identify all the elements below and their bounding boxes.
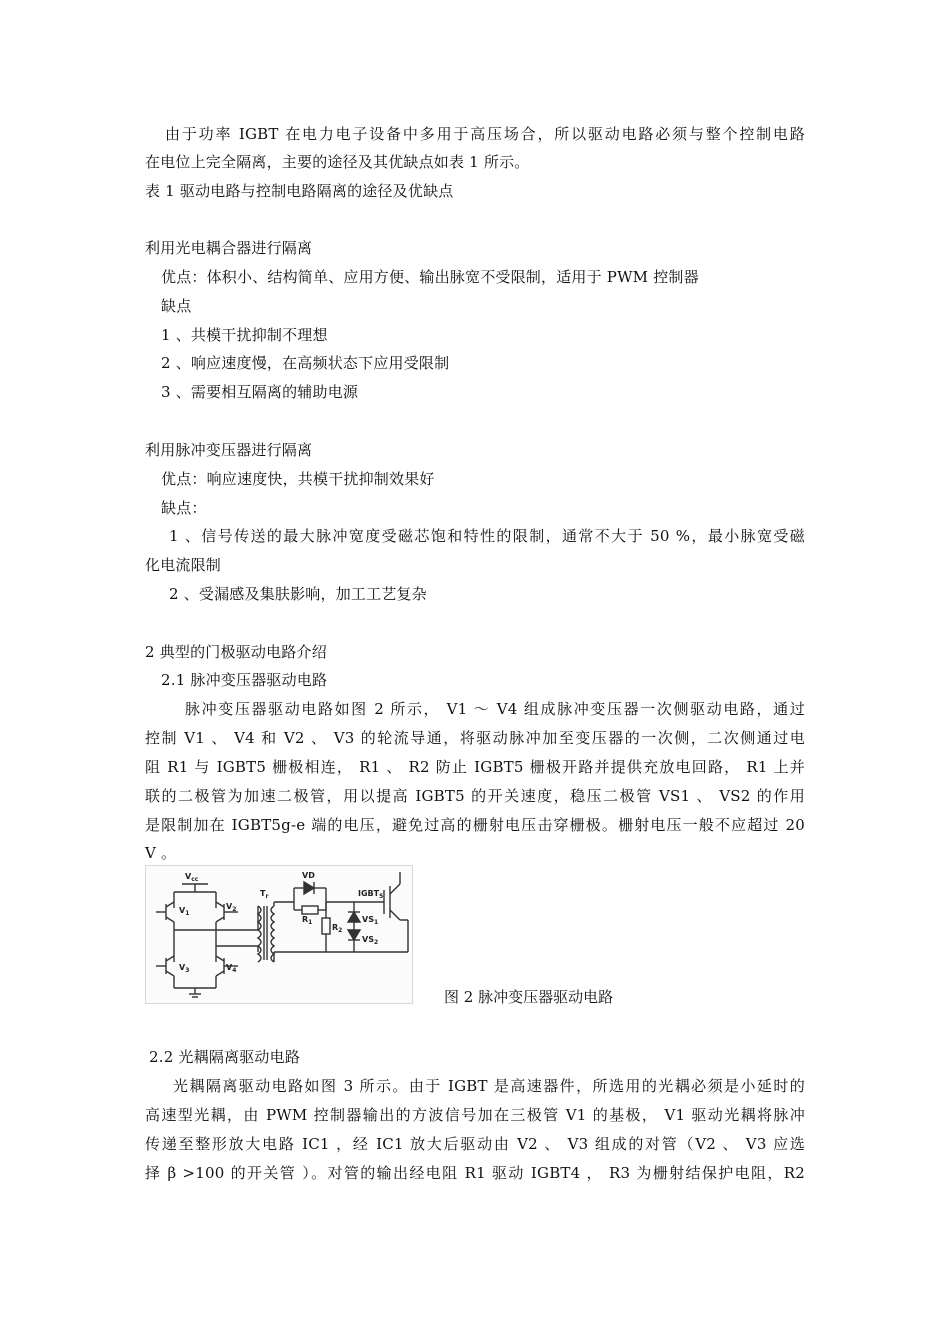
optocoupler-pros: 优点：体积小、结构简单、应用方便、输出脉宽不受限制，适用于 PWM 控制器 xyxy=(161,268,699,286)
label-v2: $V_2$ xyxy=(226,902,237,913)
optocoupler-con-1: 1 、共模干扰抑制不理想 xyxy=(161,326,328,344)
paragraph-2-1-line: 联的二极管为加速二极管，用以提高 IGBT5 的开关速度，稳压二极管 VS1 、 VS2 的作用 xyxy=(145,787,805,805)
section-2-1-title: 2.1 脉冲变压器驱动电路 xyxy=(161,671,328,689)
optocoupler-cons-label: 缺点 xyxy=(161,297,192,315)
label-vd: VD xyxy=(302,871,315,880)
transformer-con-2: 2 、受漏感及集肤影响，加工工艺复杂 xyxy=(169,585,427,603)
label-v4: $V_4$ xyxy=(226,963,237,974)
paragraph-2-2-line: 高速型光耦，由 PWM 控制器输出的方波信号加在三极管 V1 的基极， V1 驱动光耦将脉冲 xyxy=(145,1106,805,1124)
optocoupler-title: 利用光电耦合器进行隔离 xyxy=(145,239,313,257)
figure-2-caption: 图 2 脉冲变压器驱动电路 xyxy=(444,988,614,1006)
optocoupler-con-2: 2 、响应速度慢，在高频状态下应用受限制 xyxy=(161,354,450,372)
label-r1: $R_1$ xyxy=(302,915,313,926)
paragraph-2-1-line: 是限制加在 IGBT5g-e 端的电压，避免过高的栅射电压击穿栅极。栅射电压一般不应超过 20 xyxy=(145,816,805,834)
table-caption: 表 1 驱动电路与控制电路隔离的途径及优缺点 xyxy=(145,182,454,200)
paragraph-2-1-line: 控制 V1 、 V4 和 V2 、 V3 的轮流导通，将驱动脉冲加至变压器的一次侧，二次侧通过电 xyxy=(145,729,805,747)
transformer-pros: 优点：响应速度快，共模干扰抑制效果好 xyxy=(161,470,435,488)
label-v1: $V_1$ xyxy=(179,906,190,917)
label-vcc: $V_{cc}$ xyxy=(185,872,199,883)
optocoupler-con-3: 3 、需要相互隔离的辅助电源 xyxy=(161,383,359,401)
section-2-2-title: 2.2 光耦隔离驱动电路 xyxy=(149,1048,301,1066)
paragraph-2-2-line: 传递至整形放大电路 IC1 ，经 IC1 放大后驱动由 V2 、 V3 组成的对管（V2 、 V3 应选 xyxy=(145,1135,805,1153)
pulse-transformer-circuit-diagram xyxy=(146,866,412,1003)
intro-line-2: 在电位上完全隔离，主要的途径及其优缺点如表 1 所示。 xyxy=(145,153,530,171)
label-r2: $R_2$ xyxy=(332,923,343,934)
paragraph-2-1-line: 脉冲变压器驱动电路如图 2 所示， V1 ～ V4 组成脉冲变压器一次侧驱动电路，通过 xyxy=(185,700,805,718)
label-v3: $V_3$ xyxy=(179,963,190,974)
intro-line-1: 由于功率 IGBT 在电力电子设备中多用于高压场合，所以驱动电路必须与整个控制电路 xyxy=(165,125,805,143)
transformer-con-1-line-1: 1 、信号传送的最大脉冲宽度受磁芯饱和特性的限制，通常不大于 50 %，最小脉宽受磁 xyxy=(169,527,805,545)
transformer-cons-label: 缺点： xyxy=(161,499,207,517)
label-igbt: $IGBT_5$ xyxy=(358,889,384,900)
transformer-title: 利用脉冲变压器进行隔离 xyxy=(145,441,313,459)
label-vs2: $VS_2$ xyxy=(362,935,379,946)
paragraph-2-1-line: V 。 xyxy=(145,844,177,862)
paragraph-2-1-line: 阻 R1 与 IGBT5 栅极相连， R1 、 R2 防止 IGBT5 栅极开路并提供充放电回路， R1 上并 xyxy=(145,758,805,776)
transformer-con-1-line-2: 化电流限制 xyxy=(145,556,222,574)
circuit-figure xyxy=(145,865,413,1004)
label-transformer: $T_r$ xyxy=(260,889,269,900)
paragraph-2-2-line: 择 β >100 的开关管 ）。对管的输出经电阻 R1 驱动 IGBT4 ， R3 为栅射结保护电阻，R2 xyxy=(145,1164,805,1182)
section-2-title: 2 典型的门极驱动电路介绍 xyxy=(145,643,327,661)
paragraph-2-2-line: 光耦隔离驱动电路如图 3 所示。由于 IGBT 是高速器件，所选用的光耦必须是小延时的 xyxy=(173,1077,805,1095)
label-vs1: $VS_1$ xyxy=(362,915,379,926)
